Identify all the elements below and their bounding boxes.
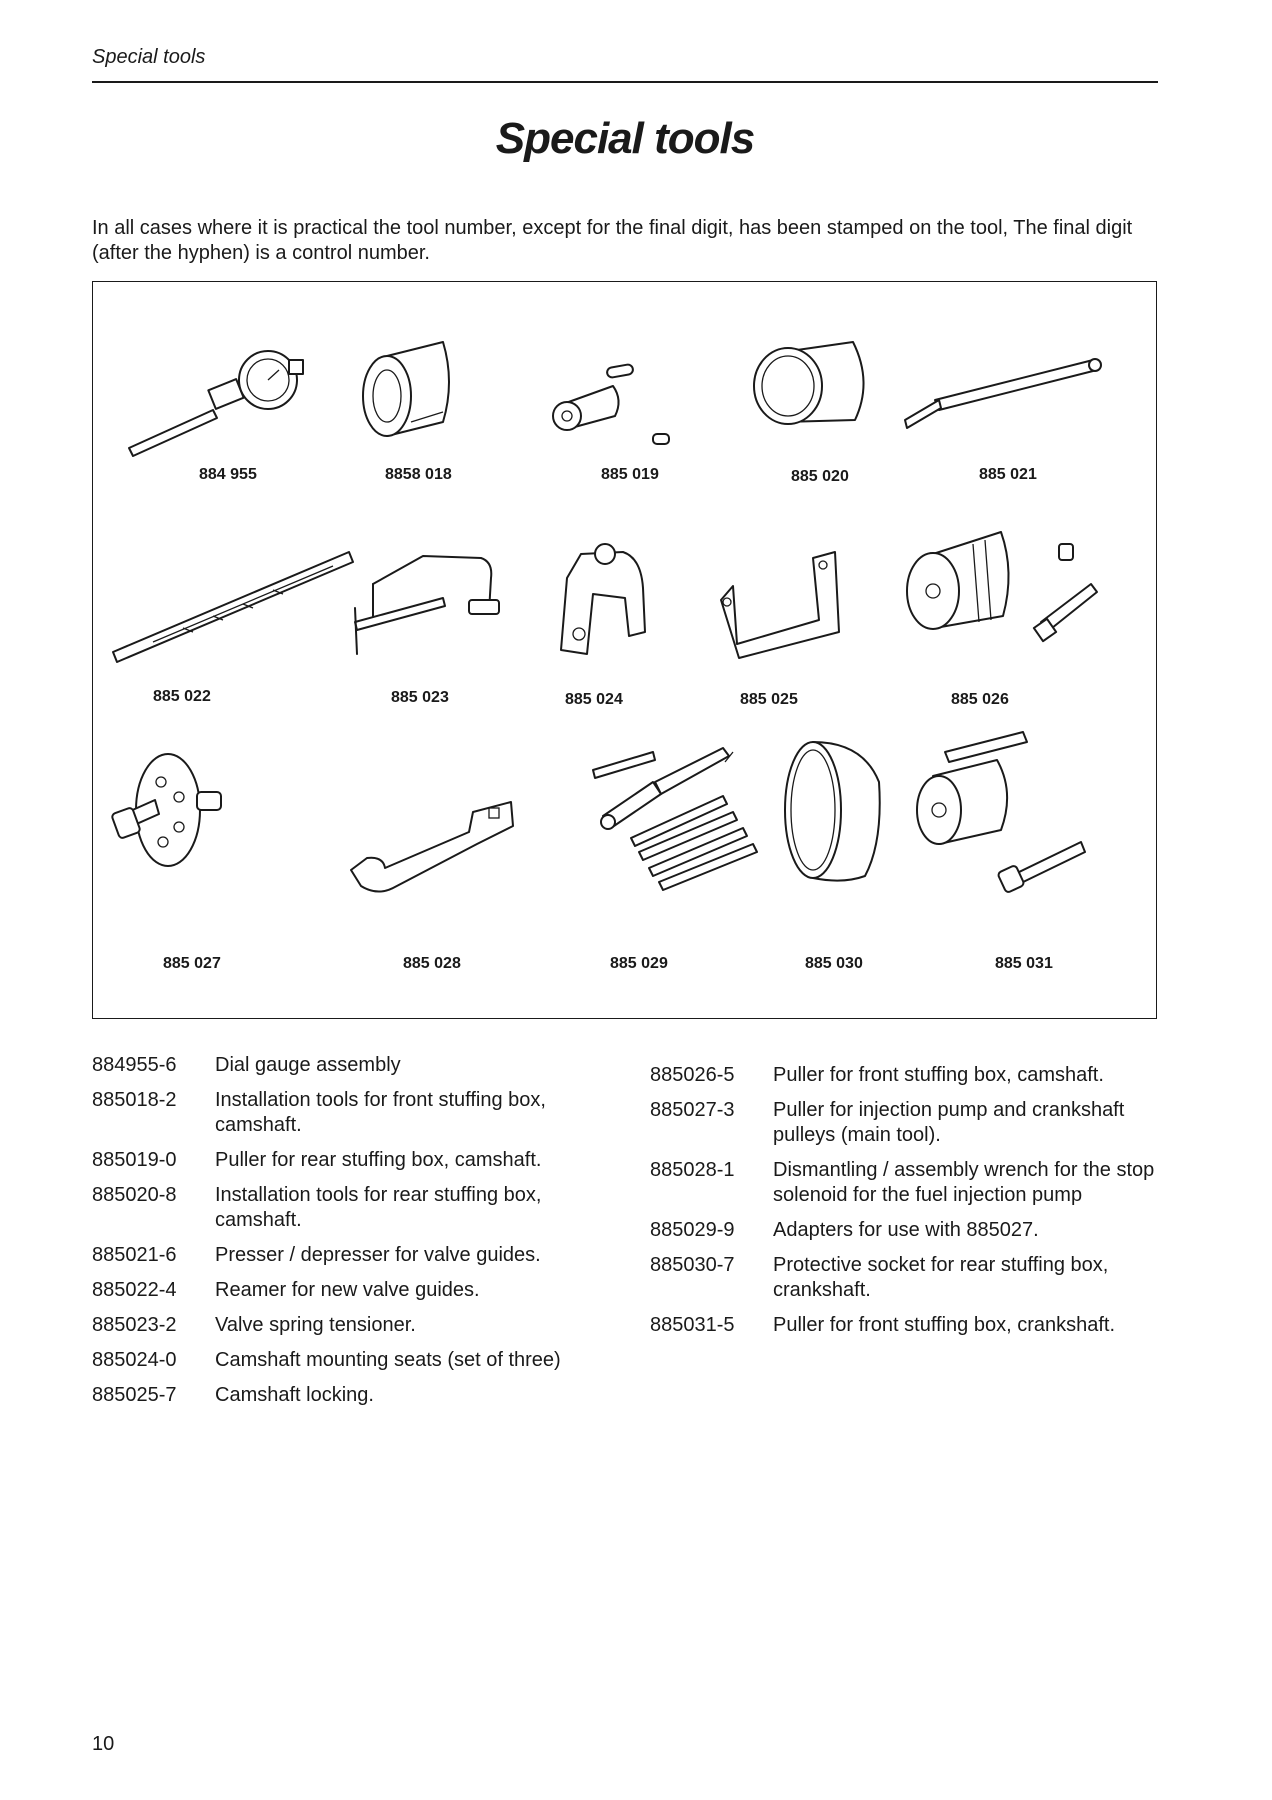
- tool-description: Reamer for new valve guides.: [215, 1279, 480, 1301]
- tool-description: Puller for injection pump and crankshaft pulleys (main tool).: [773, 1099, 1125, 1146]
- tool-number: 885030-7: [650, 1254, 735, 1276]
- page-title: Special tools: [495, 114, 755, 163]
- tool-description: Camshaft mounting seats (set of three): [215, 1349, 561, 1371]
- tool-label-885019: 885 019: [601, 466, 659, 483]
- list-item: [92, 1148, 632, 1173]
- list-item: [92, 1183, 632, 1233]
- tool-label-885021: 885 021: [979, 466, 1037, 483]
- tool-drawing-885024: [561, 544, 645, 654]
- intro-paragraph: In all cases where it is practical the tool number, except for the final digit, has been stamped on the tool, The final digit (after the hyphen) is a control number.: [92, 217, 1133, 264]
- tool-number: 885028-1: [650, 1159, 735, 1181]
- tool-drawing-884955: [129, 351, 303, 456]
- list-item: [92, 1348, 632, 1373]
- tool-number: 885024-0: [92, 1349, 177, 1371]
- tool-drawing-885021: [905, 359, 1101, 428]
- tool-label-885029: 885 029: [610, 955, 668, 972]
- tool-label-885024: 885 024: [565, 691, 623, 708]
- tools-figure: [92, 281, 1157, 1019]
- tool-label-885026: 885 026: [951, 691, 1009, 708]
- list-item: [92, 1053, 632, 1078]
- tool-number: 885031-5: [650, 1314, 735, 1336]
- tool-description: Protective socket for rear stuffing box, crankshaft.: [773, 1254, 1109, 1301]
- tool-description: Dismantling / assembly wrench for the stop solenoid for the fuel injection pump: [773, 1159, 1155, 1206]
- header-rule: [92, 81, 1158, 83]
- tool-description: Installation tools for front stuffing box, camshaft.: [215, 1089, 546, 1136]
- tool-label-885022: 885 022: [153, 688, 211, 705]
- list-item: [92, 1278, 632, 1303]
- tool-drawing-885019: [553, 364, 669, 444]
- tool-description: Dial gauge assembly: [215, 1054, 401, 1076]
- tool-label-8858018: 8858 018: [385, 466, 452, 483]
- tool-drawing-885029: [593, 748, 757, 890]
- tool-drawing-885022: [113, 552, 353, 662]
- tool-number: 885020-8: [92, 1184, 177, 1206]
- tool-description: Valve spring tensioner.: [215, 1314, 416, 1336]
- tool-number: 885029-9: [650, 1219, 735, 1241]
- tool-description: Puller for front stuffing box, crankshaft.: [773, 1314, 1116, 1336]
- tool-drawing-885026: [907, 532, 1097, 641]
- tool-label-885023: 885 023: [391, 689, 449, 706]
- list-item: [650, 1253, 1170, 1303]
- tool-number: 885018-2: [92, 1089, 177, 1111]
- tool-number: 885019-0: [92, 1149, 177, 1171]
- list-item: [92, 1088, 632, 1138]
- tool-description: Presser / depresser for valve guides.: [215, 1244, 541, 1266]
- list-item: [92, 1383, 632, 1408]
- tool-description: Puller for rear stuffing box, camshaft.: [215, 1149, 542, 1171]
- page-number: 10: [92, 1733, 115, 1755]
- tool-description: Puller for front stuffing box, camshaft.: [773, 1064, 1104, 1086]
- tool-number: 885023-2: [92, 1314, 177, 1336]
- tool-drawing-885031: [917, 732, 1085, 893]
- tool-number: 884955-6: [92, 1054, 177, 1076]
- tool-number: 885022-4: [92, 1279, 177, 1301]
- tool-list-left: [92, 1053, 632, 1418]
- tool-description: Adapters for use with 885027.: [773, 1219, 1039, 1241]
- tool-label-885031: 885 031: [995, 955, 1053, 972]
- tool-number: 885026-5: [650, 1064, 735, 1086]
- tool-label-885028: 885 028: [403, 955, 461, 972]
- tool-drawing-885018: [363, 342, 449, 436]
- tool-description: Installation tools for rear stuffing box, camshaft.: [215, 1184, 542, 1231]
- tool-label-885025: 885 025: [740, 691, 798, 708]
- tool-description: Camshaft locking.: [215, 1384, 374, 1406]
- tool-drawing-885028: [351, 802, 513, 892]
- list-item: [650, 1313, 1170, 1338]
- list-item: [650, 1098, 1170, 1148]
- tool-drawing-885023: [355, 556, 499, 654]
- tool-label-884955: 884 955: [199, 466, 257, 483]
- tool-label-885030: 885 030: [805, 955, 863, 972]
- tool-drawing-885020: [754, 342, 864, 424]
- tool-drawing-885030: [785, 742, 880, 881]
- tool-number: 885021-6: [92, 1244, 177, 1266]
- list-item: [92, 1243, 632, 1268]
- list-item: [650, 1158, 1170, 1208]
- tool-number: 885025-7: [92, 1384, 177, 1406]
- tools-illustration: [93, 282, 1158, 1020]
- tool-number: 885027-3: [650, 1099, 735, 1121]
- tool-label-885027: 885 027: [163, 955, 221, 972]
- list-item: [650, 1218, 1170, 1243]
- tool-drawing-885027: [111, 754, 221, 866]
- tool-label-885020: 885 020: [791, 468, 849, 485]
- tool-list-right: [650, 1063, 1170, 1348]
- list-item: [92, 1313, 632, 1338]
- list-item: [650, 1063, 1170, 1088]
- tool-drawing-885025: [721, 552, 839, 658]
- running-header: Special tools: [92, 46, 206, 68]
